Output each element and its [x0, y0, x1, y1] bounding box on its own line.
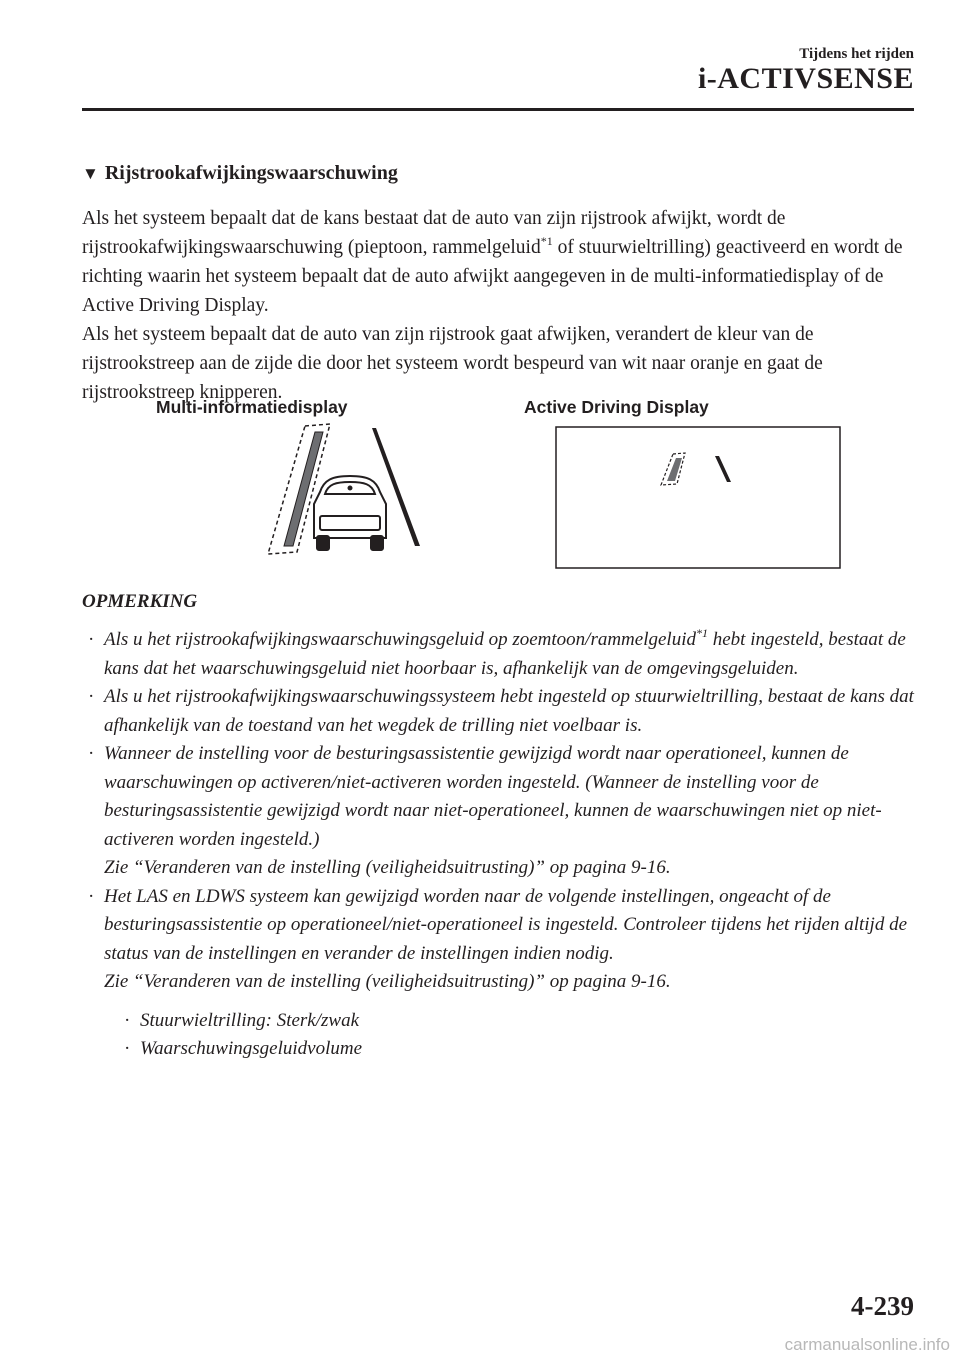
- note-list: [88, 626, 918, 1064]
- paragraph-1-part-a: Als het systeem bepaalt dat de kans bestaat dat de auto van zijn rijstrook afwijkt, wordt de rijstrookafwijkingswaarschuwing (pieptoon, rammelgeluid: [82, 208, 786, 258]
- header-chapter-title: i-ACTIVSENSE: [697, 62, 914, 95]
- note-item-2: [88, 683, 918, 740]
- bullet-icon: ·: [88, 885, 95, 907]
- car-rear-view-icon: [314, 476, 386, 550]
- note-item-1-part-a: Als u het rijstrookafwijkingswaarschuwingsgeluid op zoemtoon/rammelgeluid: [104, 629, 696, 650]
- header-section-title: Tijdens het rijden: [799, 46, 914, 62]
- bullet-icon: ·: [88, 629, 95, 650]
- active-driving-display-illustration: [555, 426, 841, 569]
- sub-item-1: [124, 1007, 918, 1036]
- footnote-ref: *1: [540, 234, 553, 248]
- paragraph-1: [82, 204, 912, 320]
- note-item-3: [88, 740, 918, 883]
- section-heading: [82, 162, 398, 185]
- note-item-4-text: Het LAS en LDWS systeem kan gewijzigd worden naar de volgende instellingen, ongeacht of de besturingsassistentie op operationeel/niet-operationeel is ingesteld. Controleer tijdens het rijden altijd de status van de instellingen en verander de instellingen indien nodig.: [104, 885, 908, 964]
- note-item-1-part-b: hebt ingesteld, bestaat de kans dat het waarschuwingsgeluid niet hoorbaar is, afhankelijk van de omgevingsgeluiden.: [104, 629, 906, 679]
- triangle-down-icon: ▼: [82, 164, 99, 183]
- bullet-icon: ·: [124, 1038, 131, 1059]
- page-number: 4-239: [851, 1291, 914, 1321]
- multi-information-display-illustration: [262, 420, 432, 556]
- paragraph-2: Als het systeem bepaalt dat de auto van zijn rijstrook gaat afwijken, verandert de kleur van de rijstrookstreep aan de zijde die door het systeem wordt bespeurd van wit naar oranje en gaat de rijstrookstreep knipperen.: [82, 324, 823, 403]
- note-item-4: [88, 883, 918, 1064]
- figure-label-multi-information-display: Multi-informatiedisplay: [156, 397, 348, 417]
- figure-label-active-driving-display: Active Driving Display: [524, 397, 709, 417]
- bullet-icon: ·: [124, 1009, 131, 1031]
- display-frame: [556, 427, 840, 568]
- note-item-4-reference: Zie “Veranderen van de instelling (veiligheidsuitrusting)” op pagina 9-16.: [104, 971, 671, 992]
- bullet-icon: ·: [88, 743, 95, 764]
- note-item-2-text: Als u het rijstrookafwijkingswaarschuwingssysteem hebt ingesteld op stuurwieltrilling, bestaat de kans dat afhankelijk van de toestand van het wegdek de trilling niet voelbaar is.: [104, 686, 914, 736]
- paragraph-1-part-b: of stuurwieltrilling) geactiveerd en wordt de richting waarin het systeem bepaalt dat de auto afwijkt aangegeven in de multi-informatiedisplay of de Active Driving Display.: [82, 237, 903, 316]
- sub-item-2-text: Waarschuwingsgeluidvolume: [140, 1038, 363, 1059]
- note-item-3-text: Wanneer de instelling voor de besturingsassistentie gewijzigd wordt naar operationeel, kunnen de waarschuwingen op activeren/niet-activeren worden ingesteld. (Wanneer de instelling voor de besturingsassistentie gewijzigd wordt naar niet-operationeel, kunnen de waarschuwingen niet op niet-activeren worden ingesteld.): [104, 743, 882, 850]
- sub-item-2: [124, 1035, 918, 1064]
- sub-item-1-text: Stuurwieltrilling: Sterk/zwak: [140, 1009, 360, 1031]
- note-sub-list: [124, 1007, 918, 1064]
- section-title: Rijstrookafwijkingswaarschuwing: [104, 162, 398, 184]
- footnote-ref: *1: [695, 626, 708, 640]
- watermark: carmanualsonline.info: [784, 1335, 950, 1354]
- body-text: [82, 204, 912, 407]
- bullet-icon: ·: [88, 686, 95, 707]
- note-item-1: [88, 626, 918, 683]
- header-rule: [82, 108, 914, 111]
- note-item-3-reference: Zie “Veranderen van de instelling (veiligheidsuitrusting)” op pagina 9-16.: [104, 857, 671, 878]
- note-title: OPMERKING: [82, 591, 198, 612]
